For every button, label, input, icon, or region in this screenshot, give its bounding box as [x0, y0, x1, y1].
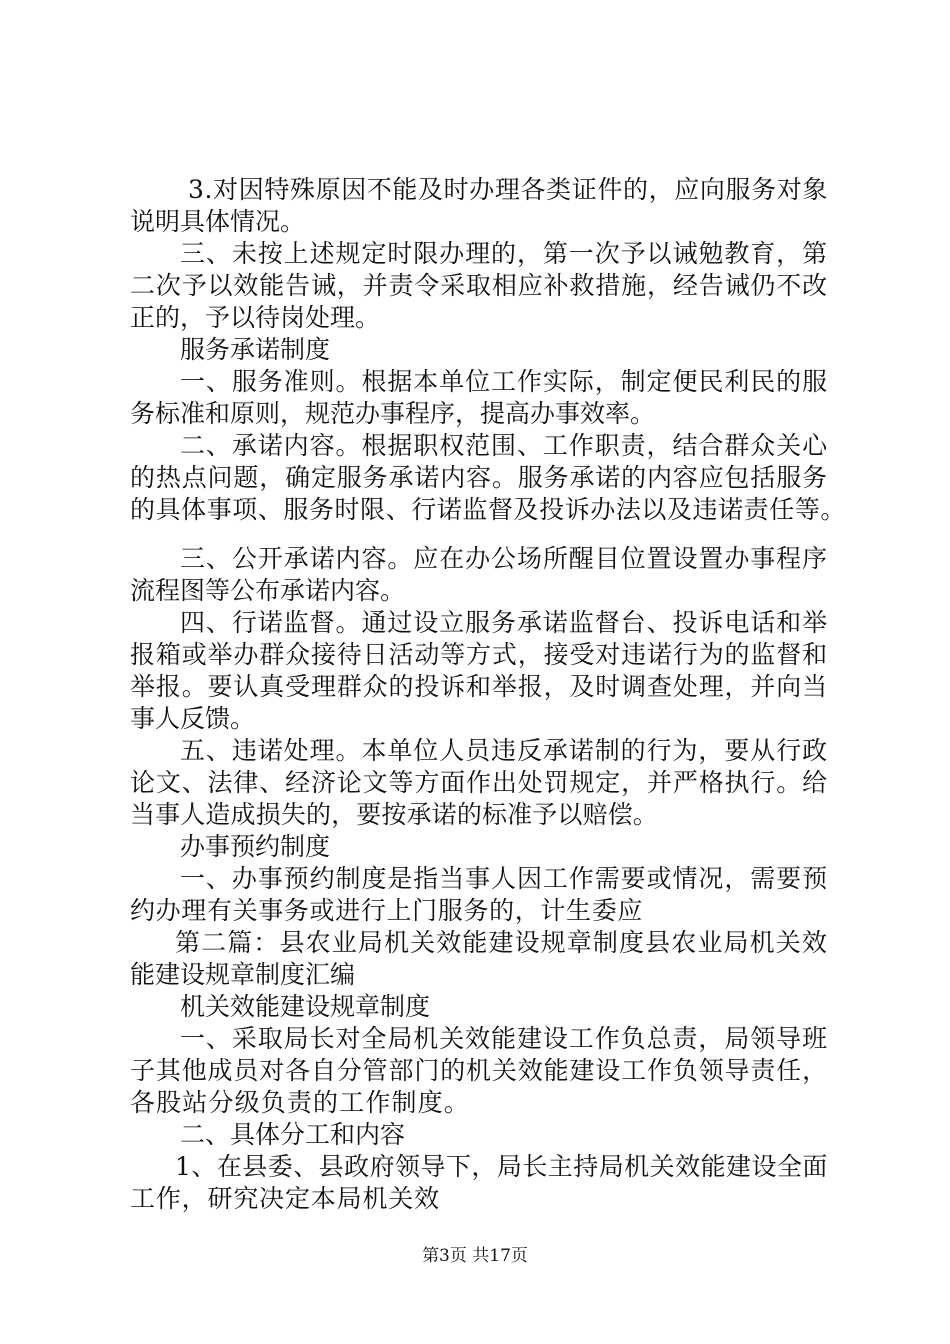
- text-line: 各股站分级负责的工作制度。: [130, 1088, 470, 1117]
- text-line: 正的，予以待岗处理。: [130, 303, 381, 332]
- text-line: 说明具体情况。: [130, 207, 306, 236]
- text-line: 的具体事项、服务时限、行诺监督及投诉办法以及违诺责任等。: [130, 495, 846, 524]
- text-line: 二、承诺内容。根据职权范围、工作职责，结合群众关心: [180, 431, 829, 460]
- text-line: 1、在县委、县政府领导下，局长主持局机关效能建设全面: [175, 1152, 828, 1181]
- text-line: 当事人造成损失的，要按承诺的标准予以赔偿。: [130, 800, 658, 829]
- section-heading: 服务承诺制度: [180, 335, 331, 364]
- text-line: 约办理有关事务或进行上门服务的，计生委应: [130, 896, 644, 925]
- text-line: 工作，研究决定本局机关效: [130, 1184, 440, 1213]
- text-line: 报箱或举办群众接待日活动等方式，接受对违诺行为的监督和: [130, 640, 828, 669]
- text-line: 流程图等公布承诺内容。: [130, 576, 406, 605]
- text-line: 五、违诺处理。本单位人员违反承诺制的行为，要从行政: [180, 736, 829, 765]
- text-line: 二、具体分工和内容: [180, 1120, 406, 1149]
- text-line: 举报。要认真受理群众的投诉和举报，及时调查处理，并向当: [130, 672, 828, 701]
- section-heading: 办事预约制度: [180, 832, 331, 861]
- text-line: 3.对因特殊原因不能及时办理各类证件的，应向服务对象: [188, 175, 828, 204]
- text-line: 四、行诺监督。通过设立服务承诺监督台、投诉电话和举: [180, 608, 829, 637]
- text-line: 二次予以效能告诫，并责令采取相应补救措施，经告诫仍不改: [130, 271, 828, 300]
- section-heading: 机关效能建设规章制度: [180, 992, 431, 1021]
- text-line: 事人反馈。: [130, 704, 256, 733]
- text-line: 务标准和原则，规范办事程序，提高办事效率。: [130, 399, 656, 428]
- text-line: 论文、法律、经济论文等方面作出处罚规定，并严格执行。给: [130, 768, 828, 797]
- text-line: 能建设规章制度汇编: [130, 960, 356, 989]
- text-line: 一、办事预约制度是指当事人因工作需要或情况，需要预: [180, 864, 829, 893]
- text-line: 一、采取局长对全局机关效能建设工作负总责，局领导班: [180, 1024, 829, 1053]
- text-line: 三、未按上述规定时限办理的，第一次予以诫勉教育，第: [180, 239, 829, 268]
- text-line: 三、公开承诺内容。应在办公场所醒目位置设置办事程序: [180, 544, 829, 573]
- text-line: 子其他成员对各自分管部门的机关效能建设工作负领导责任，: [130, 1056, 828, 1085]
- text-line: 一、服务准则。根据本单位工作实际，制定便民利民的服: [180, 367, 829, 396]
- text-line: 的热点问题，确定服务承诺内容。服务承诺的内容应包括服务: [130, 463, 828, 492]
- page-footer: 第3页 共17页: [422, 1246, 528, 1266]
- text-line: 第二篇：县农业局机关效能建设规章制度县农业局机关效: [175, 928, 829, 957]
